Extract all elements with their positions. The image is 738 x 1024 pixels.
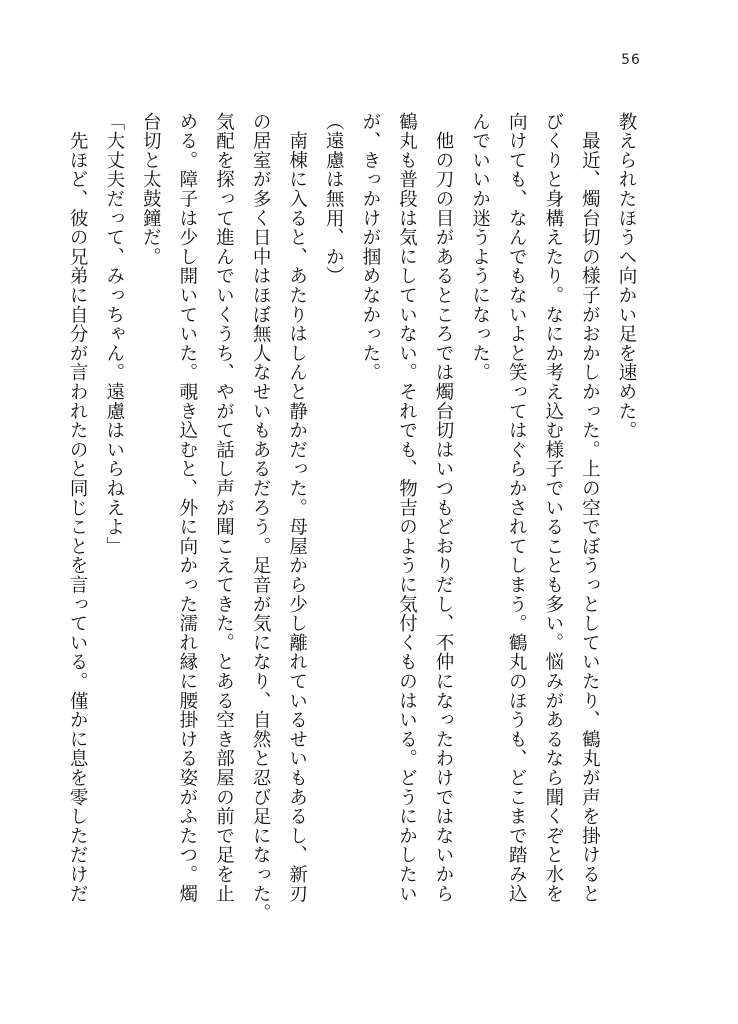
text-line: 教えられたほうへ向かい足を速めた。 bbox=[616, 112, 637, 441]
text-line: 最近、燭台切の様子がおかしかった。上の空でぼうっとしていたり、鶴丸が声を掛けると bbox=[579, 112, 601, 904]
text-line: が、きっかけが掴めなかった。 bbox=[359, 112, 381, 383]
text-line: 南棟に入ると、あたりはしんと静かだった。母屋から少し離れているせいもあるし、新刃 bbox=[286, 112, 308, 904]
body-text bbox=[59, 112, 645, 942]
text-line: 気配を探って進んでいくうち、やがて話し声が聞こえてきた。とある空き部屋の前で足を止 bbox=[213, 112, 235, 904]
text-line: 鶴丸も普段は気にしていない。それでも、物吉のように気付くものはいる。どうにかしたい bbox=[396, 112, 418, 904]
text-line: の居室が多く日中はほぼ無人なせいもあるだろう。足音が気になり、自然と忍び足になった。 bbox=[250, 112, 272, 923]
text-line: 向けても、なんでもないよと笑ってはぐらかされてしまう。鶴丸のほうも、どこまで踏み込 bbox=[506, 112, 528, 904]
page-number: 56 bbox=[621, 52, 641, 68]
text-line: める。障子は少し開いていた。覗き込むと、外に向かった濡れ縁に腰掛ける姿がふたつ。燭 bbox=[176, 112, 198, 904]
text-line: んでいいか迷うようになった。 bbox=[469, 112, 491, 383]
text-line: 「大丈夫だって、みっちゃん。遠慮はいらねえよ」 bbox=[103, 112, 125, 556]
text-line: （遠慮は無用、か） bbox=[323, 112, 345, 286]
text-line: 他の刀の目があるところでは燭台切はいつもどおりだし、不仲になったわけではないから bbox=[433, 112, 455, 904]
text-line: 先ほど、彼の兄弟に自分が言われたのと同じことを言っている。僅かに息を零しただけだ bbox=[67, 112, 89, 904]
text-line: びくりと身構えたり。なにか考え込む様子でいることも多い。悩みがあるなら聞くぞと水を bbox=[542, 112, 564, 904]
text-line: 台切と太鼓鐘だ。 bbox=[140, 112, 162, 267]
